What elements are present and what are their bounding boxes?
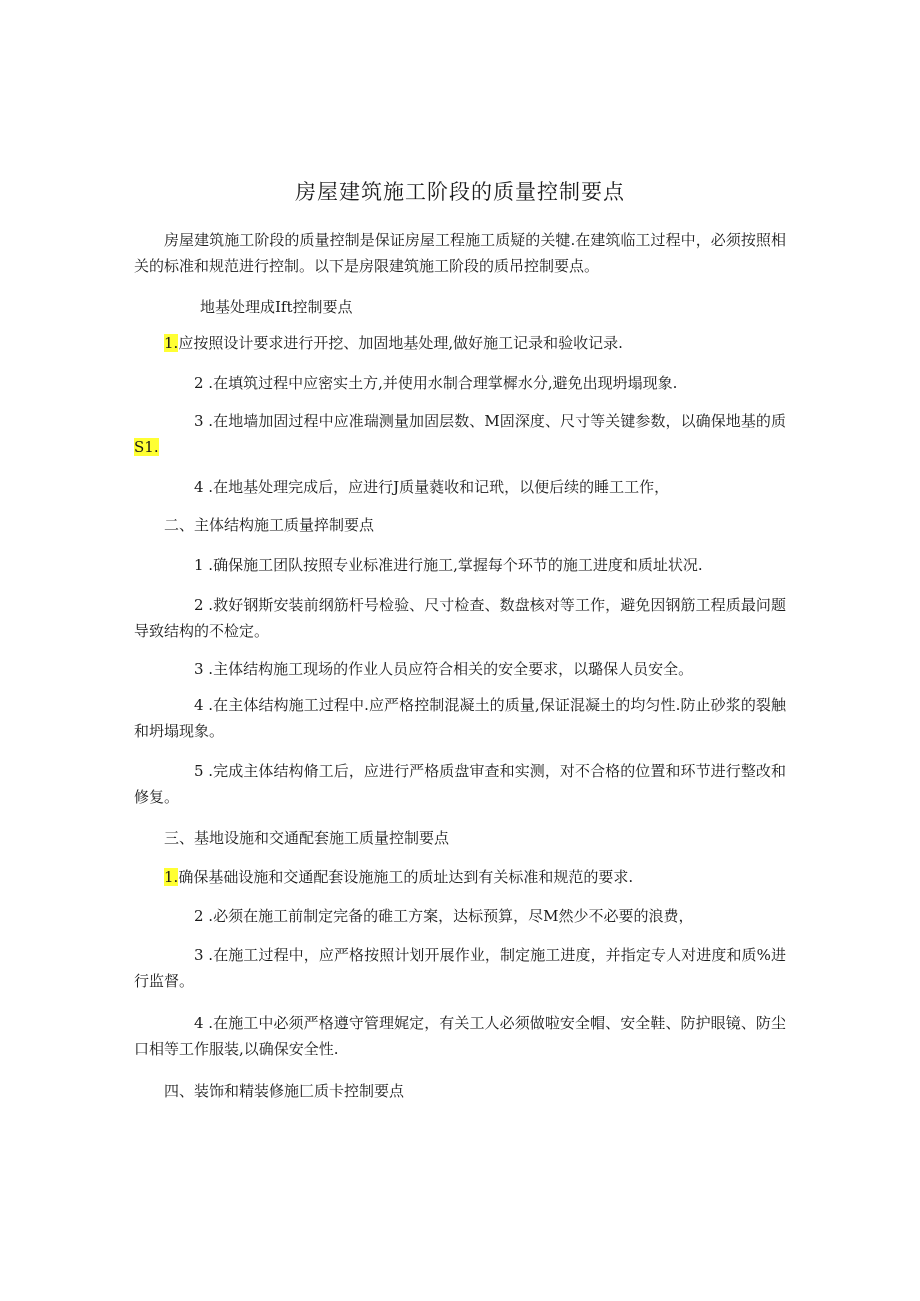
list-item-number: 4 . [194,696,214,714]
list-item-text: 在地基处理完成后，应进行J质量蕤收和记玳，以便后续的睡工工作， [213,478,670,496]
list-item-text: 在地墙加固过程中应准瑞测量加固层数、M固深度、尺寸等关键参数，以确保地基的质 [213,412,786,430]
list-item [134,592,786,644]
list-item-text: 主体结构施工现场的作业人员应符合相关的安全要求，以璐保人员安全。 [213,660,694,678]
intro-paragraph: 房屋建筑施工阶段的质量控制是保证房屋工程施工质疑的关犍.在建筑临工过程中，必须按照相关的标准和规范进行控制。以下是房限建筑施工阶段的质吊控制要点。 [134,231,786,275]
section-heading: 四、装饰和精装修施匚质卡控制要点 [164,1082,405,1100]
list-item [164,330,786,356]
list-item [134,903,786,929]
section-heading: 二、主体结构施工质量捽制要点 [164,516,375,534]
list-item-text: 在填筑过程中应密实土方,并使用水制合理掌樨水分,避免出现坍塌现象. [213,374,678,392]
list-item-number: 4 . [194,478,214,496]
list-item-text: 必须在施工前制定完备的碓工方案，达标预算，尽M然少不必要的浪费， [213,907,694,925]
list-item [134,692,786,744]
list-item [134,758,786,810]
list-item-number: 2 . [194,596,214,614]
highlighted-number: 1. [164,868,179,886]
list-item-number: 3 . [194,946,214,964]
section-heading: 地基处理成Ift控制要点 [200,298,353,316]
list-item-text: 救好钢斯安装前纲筋杆号检验、尺寸检查、数盘核对等工作，避免因钢筋工程质最问题导致结构的不检定。 [134,596,786,640]
list-item-text: 完成主体结构脩工后，应进行严格质盘审查和实测，对不合格的位置和环节进行整改和修复。 [134,762,786,806]
list-item [164,864,786,890]
list-item [134,1010,786,1062]
list-item [134,370,786,396]
list-item [134,552,786,578]
document-title: 房屋建筑施工阶段的质量控制要点 [295,180,625,204]
list-item-text: 在施工过程中，应严格按照计划开展作业，制定施工进度，并指定专人对进度和质%进行监督。 [134,946,786,990]
list-item-text: 在主体结构施工过程中.应严格控制混凝土的质量,保证混凝土的均匀性.防止砂浆的裂触和坍塌现象。 [134,696,786,740]
list-item-text: 应按照设计要求进行开挖、加固地基处理,做好施工记录和验收记录. [178,334,623,352]
list-item-number: 3 . [194,412,214,430]
list-item [134,408,786,460]
list-item-number: 5 . [194,762,214,780]
highlighted-tail: S1. [134,438,159,456]
highlighted-number: 1. [164,334,179,352]
list-item [134,656,786,682]
list-item-text: 在施工中必须严格遵守管理娓定，有关工人必须做啦安全帽、安全鞋、防护眼镜、防尘口相等工作服装,以确保安全性. [134,1014,786,1058]
section-heading: 三、基地设施和交通配套施工质量控制要点 [164,829,450,847]
list-item-number: 2 . [194,374,214,392]
list-item-number: 1 . [194,556,214,574]
list-item-text: 确保基础设施和交通配套设施施工的质址达到有关标准和规范的要求. [178,868,634,886]
list-item-text: 确保施工团队按照专业标准进行施工,掌握每个环节的施工进度和质址状况. [213,556,703,574]
list-item [134,942,786,994]
list-item [134,474,786,500]
list-item-number: 4 . [194,1014,214,1032]
list-item-number: 3 . [194,660,214,678]
list-item-number: 2 . [194,907,214,925]
